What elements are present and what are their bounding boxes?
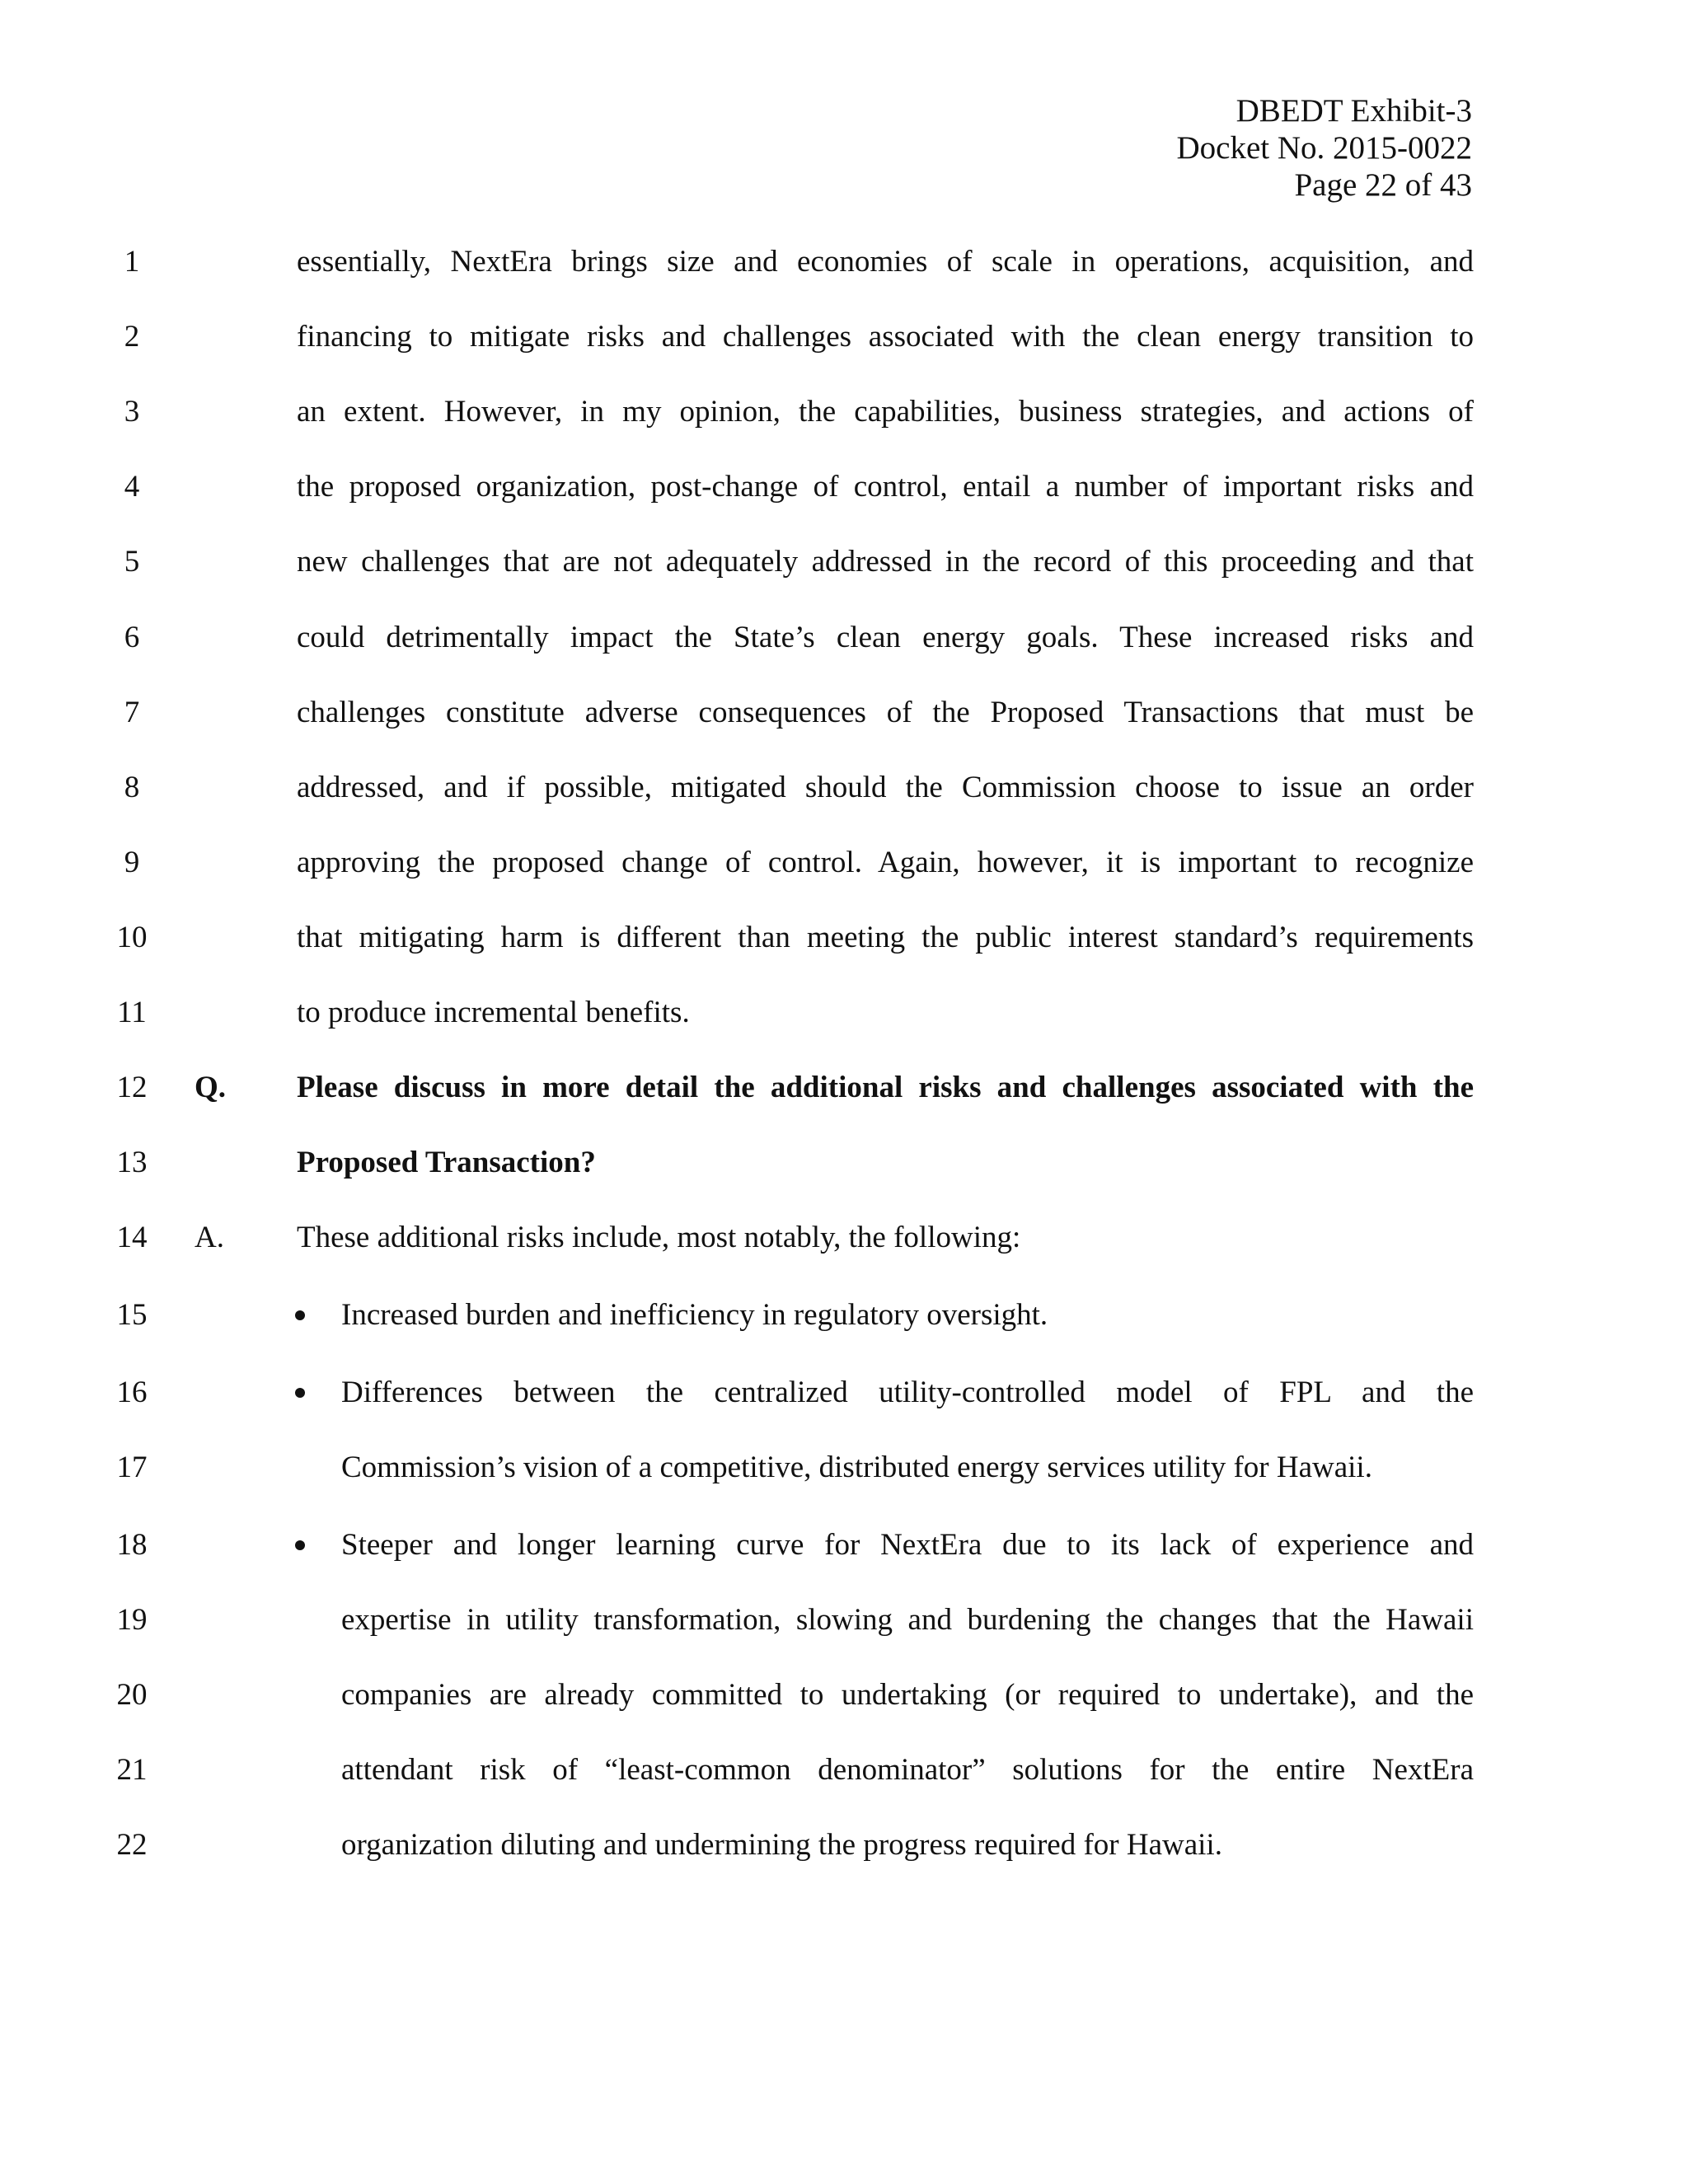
bullet-item-line: attendant risk of “least-common denominator” solutions for the entire NextEra xyxy=(341,1753,1474,1787)
text-line: challenges constitute adverse consequences of the Proposed Transactions that must be xyxy=(297,696,1474,729)
question-text-line: Proposed Transaction? xyxy=(297,1146,596,1179)
question-marker: Q. xyxy=(195,1071,227,1104)
text-line: essentially, NextEra brings size and economies of scale in operations, acquisition, and xyxy=(297,245,1474,279)
bullet-item-line: Increased burden and inefficiency in regulatory oversight. xyxy=(341,1298,1048,1332)
text-line: new challenges that are not adequately addressed in the record of this proceeding and that xyxy=(297,545,1474,579)
bullet-item-line: companies are already committed to undertaking (or required to undertake), and the xyxy=(341,1678,1474,1712)
page-indicator: Page 22 of 43 xyxy=(1294,167,1472,203)
docket-number: Docket No. 2015-0022 xyxy=(1176,130,1472,166)
line-number: 12 xyxy=(116,1071,148,1104)
line-number: 19 xyxy=(116,1603,148,1637)
line-number: 3 xyxy=(124,395,140,429)
line-number: 22 xyxy=(116,1828,148,1862)
line-number: 10 xyxy=(116,921,148,954)
text-line: an extent. However, in my opinion, the capabilities, business strategies, and actions of xyxy=(297,395,1474,429)
line-number: 15 xyxy=(116,1298,148,1332)
line-number: 16 xyxy=(116,1376,148,1409)
text-line: approving the proposed change of control. Again, however, it is important to recognize xyxy=(297,846,1474,879)
bullet-icon xyxy=(292,1307,308,1324)
line-number: 5 xyxy=(124,545,140,579)
bullet-icon xyxy=(292,1385,308,1401)
bullet-icon xyxy=(292,1537,308,1554)
answer-text-line: These additional risks include, most notably, the following: xyxy=(297,1221,1021,1254)
text-line: could detrimentally impact the State’s clean energy goals. These increased risks and xyxy=(297,621,1474,654)
bullet-item-line: Differences between the centralized utility-controlled model of FPL and the xyxy=(341,1376,1474,1409)
bullet-item-line: expertise in utility transformation, slowing and burdening the changes that the Hawaii xyxy=(341,1603,1474,1637)
text-line: financing to mitigate risks and challenges associated with the clean energy transition to xyxy=(297,320,1474,354)
line-number: 7 xyxy=(124,696,140,729)
line-number: 2 xyxy=(124,320,140,354)
line-number: 13 xyxy=(116,1146,148,1179)
text-line: to produce incremental benefits. xyxy=(297,996,690,1029)
bullet-item-line: Commission’s vision of a competitive, distributed energy services utility for Hawaii. xyxy=(341,1451,1372,1484)
line-number: 14 xyxy=(116,1221,148,1254)
bullet-item-line: Steeper and longer learning curve for NextEra due to its lack of experience and xyxy=(341,1528,1474,1562)
exhibit-label: DBEDT Exhibit-3 xyxy=(1236,93,1472,129)
document-header xyxy=(1176,92,1472,204)
line-number: 4 xyxy=(124,470,140,504)
question-text-line: Please discuss in more detail the additional risks and challenges associated with the xyxy=(297,1071,1474,1104)
line-number: 17 xyxy=(116,1451,148,1484)
line-number: 21 xyxy=(116,1753,148,1787)
line-number: 6 xyxy=(124,621,140,654)
line-number: 11 xyxy=(117,996,147,1029)
line-number: 9 xyxy=(124,846,140,879)
line-number: 18 xyxy=(116,1528,148,1562)
answer-marker: A. xyxy=(195,1221,224,1254)
line-number: 8 xyxy=(124,771,140,804)
bullet-item-line: organization diluting and undermining the progress required for Hawaii. xyxy=(341,1828,1222,1862)
line-number: 20 xyxy=(116,1678,148,1712)
text-line: addressed, and if possible, mitigated should the Commission choose to issue an order xyxy=(297,771,1474,804)
text-line: that mitigating harm is different than meeting the public interest standard’s requirements xyxy=(297,921,1474,954)
text-line: the proposed organization, post-change of control, entail a number of important risks and xyxy=(297,470,1474,504)
line-number: 1 xyxy=(124,245,140,279)
